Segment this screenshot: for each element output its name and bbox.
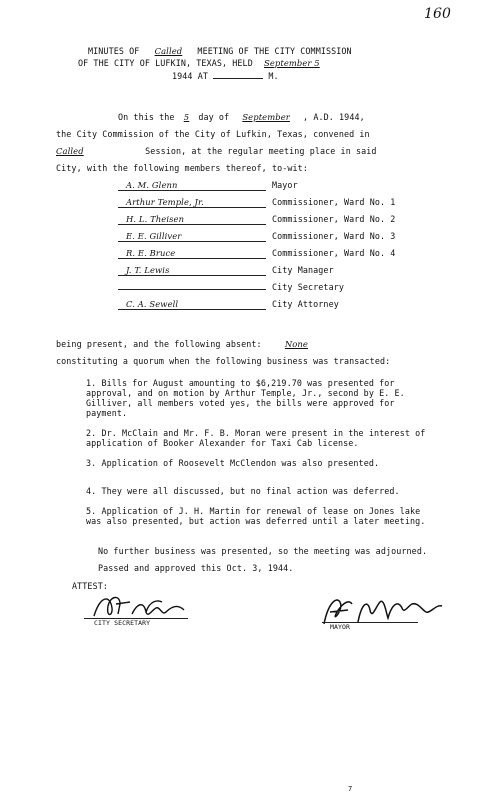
list-item: [86, 506, 438, 526]
title-line-3: [172, 70, 279, 81]
meeting-date: September 5: [264, 58, 320, 68]
item-text: Application of Roosevelt McClendon was also presented.: [101, 458, 380, 468]
title-line-2: [78, 58, 326, 68]
intro-text: Session, at the regular meeting place in said: [145, 146, 377, 156]
title-city: OF THE CITY OF LUFKIN, TEXAS, HELD: [78, 58, 253, 68]
item-number: 1.: [86, 378, 97, 388]
member-name: J. T. Lewis: [118, 265, 266, 276]
intro-line-4: City, with the following members thereof, to-wit:: [56, 163, 308, 173]
member-title: Commissioner, Ward No. 3: [272, 231, 396, 241]
being-present-text: being present, and the following absent:: [56, 339, 262, 349]
member-name: H. L. Theisen: [118, 214, 266, 225]
intro-line-2: the City Commission of the City of Lufkin, Texas, convened in: [56, 129, 370, 139]
member-name: R. E. Bruce: [118, 248, 266, 259]
adjourned-line: No further business was presented, so the meeting was adjourned.: [98, 546, 428, 556]
intro-text: day of: [198, 112, 230, 122]
absent-value: None: [284, 339, 308, 349]
page-mark: 160: [424, 6, 452, 22]
title-meridiem: M.: [268, 71, 279, 81]
member-name: E. E. Gilliver: [118, 231, 266, 242]
item-number: 2.: [86, 428, 97, 438]
member-name: C. A. Sewell: [118, 299, 266, 310]
meeting-time: [213, 70, 263, 79]
quorum-line: constituting a quorum when the following business was transacted:: [56, 356, 391, 366]
item-text: Application of J. H. Martin for renewal of lease on Jones lake was also presented, but action was deferred until a later meeting.: [86, 506, 426, 526]
member-title: Commissioner, Ward No. 2: [272, 214, 396, 224]
member-row: [118, 180, 298, 191]
intro-line-1: [118, 112, 365, 122]
intro-line-3: [56, 146, 377, 156]
title-suffix: MEETING OF THE CITY COMMISSION: [197, 46, 352, 56]
member-name: [118, 289, 266, 290]
item-text: Dr. McClain and Mr. F. B. Moran were present in the interest of application of Booker Alexander for Taxi Cab license.: [86, 428, 426, 448]
member-name: Arthur Temple, Jr.: [118, 197, 266, 208]
item-text: They were all discussed, but no final action was deferred.: [101, 486, 400, 496]
item-text: Bills for August amounting to $6,219.70 was presented for approval, and on motion by Arthur Temple, Jr., second by E. E. Gilliver, all members voted yes, the bills were approved for payment.: [86, 378, 405, 418]
approved-line: Passed and approved this Oct. 3, 1944.: [98, 563, 294, 573]
member-title: Commissioner, Ward No. 4: [272, 248, 396, 258]
list-item: [86, 458, 438, 468]
meeting-kind: Called: [154, 46, 183, 56]
being-present-line: [56, 339, 385, 349]
member-title: Mayor: [272, 180, 298, 190]
intro-day: 5: [183, 112, 190, 122]
member-row: [118, 265, 334, 276]
intro-kind: Called: [56, 146, 84, 156]
attest-label: ATTEST:: [72, 581, 108, 591]
secretary-title: CITY SECRETARY: [94, 619, 151, 627]
list-item: [86, 428, 438, 448]
title-line-1: [88, 46, 352, 56]
intro-month: September: [242, 112, 290, 122]
member-row: [118, 282, 344, 292]
intro-text: , A.D. 1944,: [303, 112, 365, 122]
intro-text: On this the: [118, 112, 175, 122]
title-year: 1944 AT: [172, 71, 208, 81]
member-title: City Secretary: [272, 282, 344, 292]
item-number: 4.: [86, 486, 97, 496]
mayor-title: MAYOR: [330, 623, 351, 631]
member-row: [118, 231, 395, 242]
member-row: [118, 299, 339, 310]
title-prefix: MINUTES OF: [88, 46, 140, 56]
member-row: [118, 197, 395, 208]
item-number: 5.: [86, 506, 97, 516]
member-row: [118, 248, 395, 259]
member-title: City Attorney: [272, 299, 339, 309]
member-title: City Manager: [272, 265, 334, 275]
member-row: [118, 214, 395, 225]
member-title: Commissioner, Ward No. 1: [272, 197, 396, 207]
list-item: [86, 486, 438, 496]
footer-mark: 7: [348, 785, 353, 793]
list-item: [86, 378, 438, 418]
member-name: A. M. Glenn: [118, 180, 266, 191]
item-number: 3.: [86, 458, 97, 468]
